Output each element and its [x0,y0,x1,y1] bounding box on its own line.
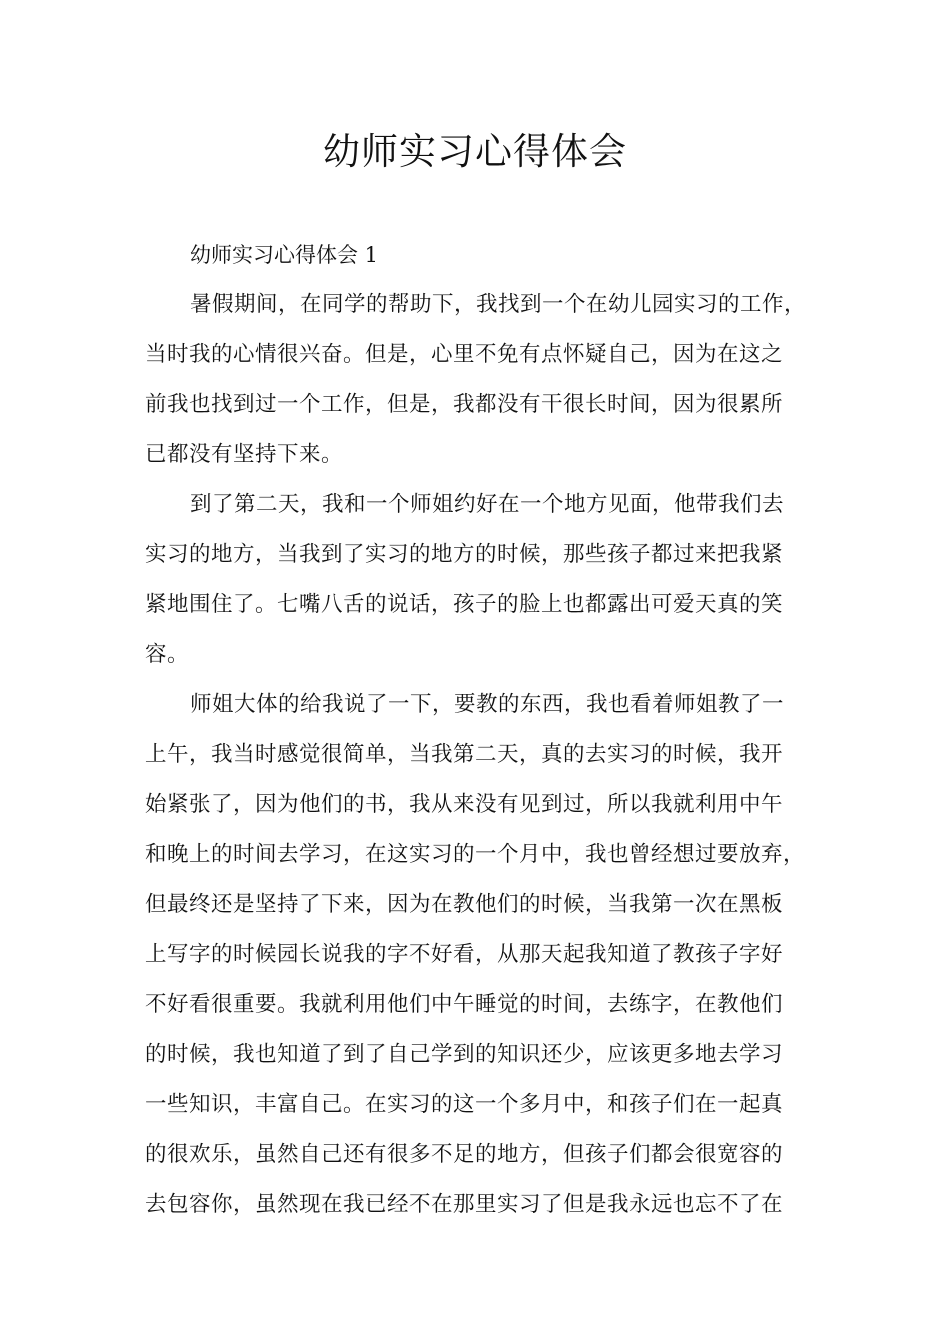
paragraph-line: 上写字的时候园长说我的字不好看，从那天起我知道了教孩子字好 [145,942,784,967]
paragraph-line: 一些知识，丰富自己。在实习的这一个多月中，和孩子们在一起真 [145,1092,784,1117]
paragraph-line: 但最终还是坚持了下来，因为在教他们的时候，当我第一次在黑板 [145,892,784,917]
document-title: 幼师实习心得体会 [323,130,627,173]
paragraph-line: 的时候，我也知道了到了自己学到的知识还少，应该更多地去学习 [145,1042,784,1067]
section-heading: 幼师实习心得体会 1 [190,243,379,267]
paragraph-line: 紧地围住了。七嘴八舌的说话，孩子的脸上也都露出可爱天真的笑 [145,592,784,617]
paragraph-line: 不好看很重要。我就利用他们中午睡觉的时间，去练字，在教他们 [145,992,784,1017]
paragraph-line: 实习的地方，当我到了实习的地方的时候，那些孩子都过来把我紧 [145,542,784,567]
paragraph-line: 容。 [145,642,190,667]
paragraph-line: 去包容你，虽然现在我已经不在那里实习了但是我永远也忘不了在 [145,1192,784,1217]
paragraph-1 [145,280,815,480]
paragraph-line: 始紧张了，因为他们的书，我从来没有见到过，所以我就利用中午 [145,792,784,817]
paragraph-3 [145,680,815,1230]
paragraph-line: 当时我的心情很兴奋。但是，心里不免有点怀疑自己，因为在这之 [145,342,784,367]
paragraph-line: 暑假期间，在同学的帮助下，我找到一个在幼儿园实习的工作， [190,292,807,317]
paragraph-line: 的很欢乐，虽然自己还有很多不足的地方，但孩子们都会很宽容的 [145,1142,784,1167]
paragraph-line: 师姐大体的给我说了一下，要教的东西，我也看着师姐教了一 [190,692,785,717]
paragraph-line: 前我也找到过一个工作，但是，我都没有干很长时间，因为很累所 [145,392,784,417]
paragraph-line: 和晚上的时间去学习，在这实习的一个月中，我也曾经想过要放弃， [145,842,806,867]
document-body [145,230,815,1230]
paragraph-line: 到了第二天，我和一个师姐约好在一个地方见面，他带我们去 [190,492,785,517]
paragraph-line: 已都没有坚持下来。 [145,442,344,467]
paragraph-2 [145,480,815,680]
paragraph-line: 上午，我当时感觉很简单，当我第二天，真的去实习的时候，我开 [145,742,784,767]
